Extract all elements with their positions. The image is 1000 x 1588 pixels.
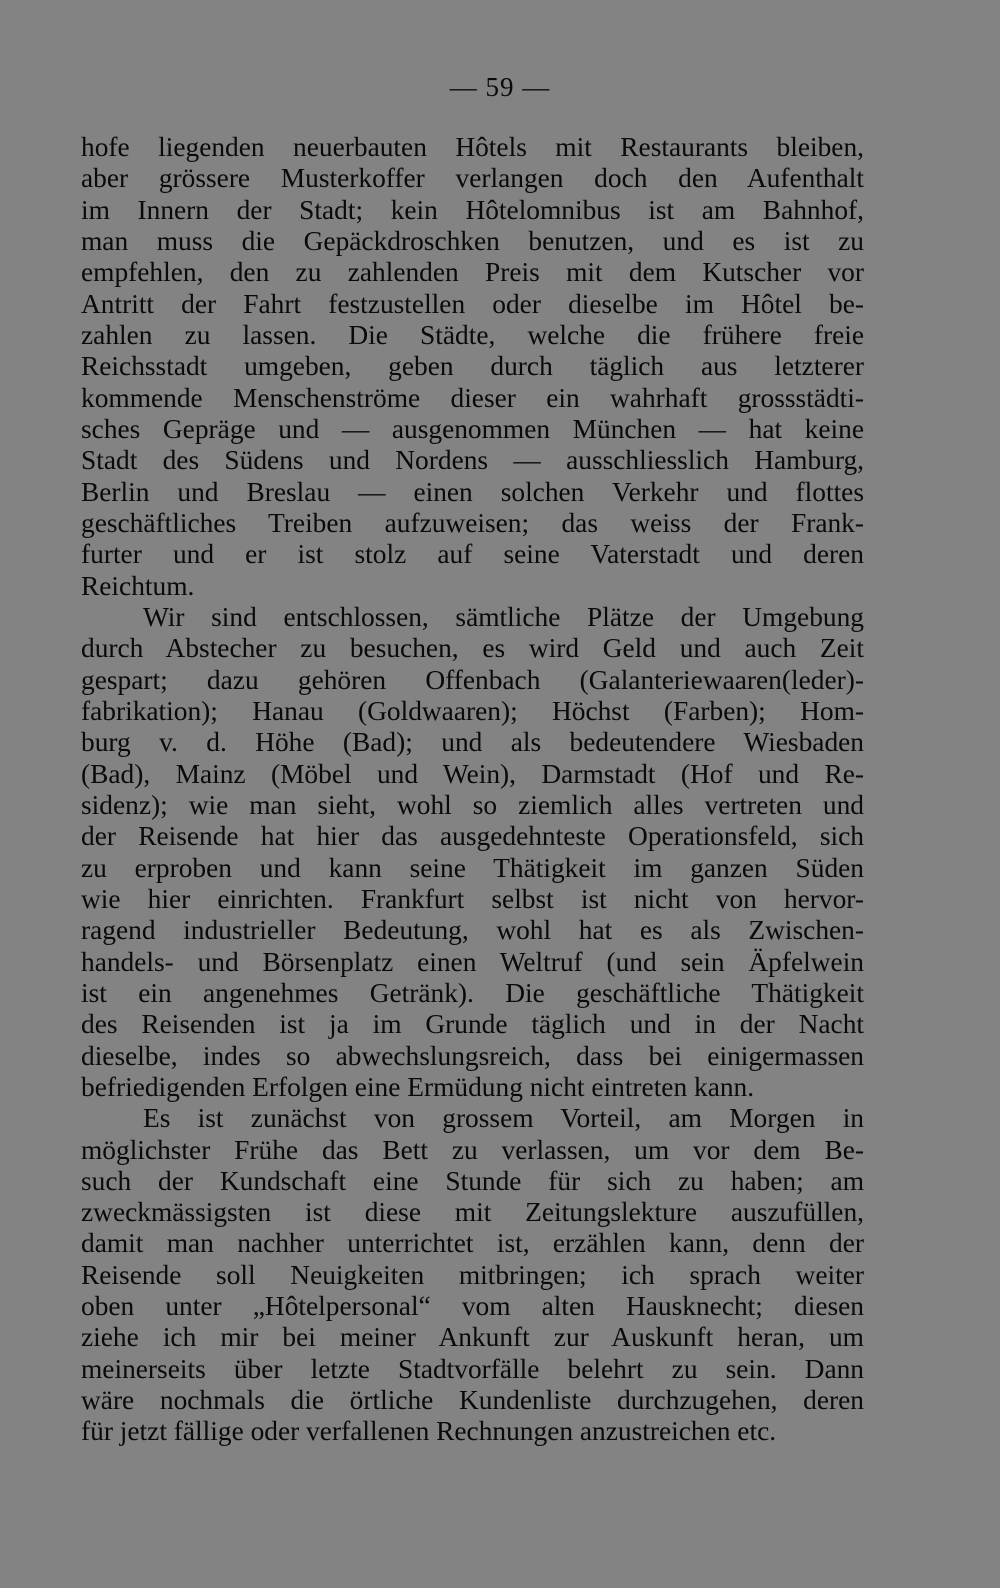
text-line: empfehlen, den zu zahlenden Preis mit dem Kutscher vor (81, 257, 864, 288)
text-line: geschäftliches Treiben aufzuweisen; das weiss der Frank- (81, 507, 864, 538)
text-line: (Bad), Mainz (Möbel und Wein), Darmstadt (Hof und Re- (81, 758, 864, 789)
text-line: gespart; dazu gehören Offenbach (Galanteriewaaren(leder)- (81, 664, 864, 695)
page-number: — 59 — (449, 72, 551, 102)
text-line: man muss die Gepäckdroschken benutzen, und es ist zu (81, 225, 864, 256)
text-line: handels- und Börsenplatz einen Weltruf (und sein Äpfelwein (81, 946, 864, 977)
text-line: sches Gepräge und — ausgenommen München — hat keine (81, 413, 864, 444)
text-line: befriedigenden Erfolgen eine Ermüdung nicht eintreten kann. (81, 1071, 755, 1102)
text-line: Es ist zunächst von grossem Vorteil, am Morgen in (143, 1103, 864, 1134)
text-line: furter und er ist stolz auf seine Vaterstadt und deren (81, 539, 864, 570)
text-line: Antritt der Fahrt festzustellen oder dieselbe im Hôtel be- (81, 288, 864, 319)
paragraph (81, 602, 864, 1103)
text-line: Reichsstadt umgeben, geben durch täglich aus letzterer (81, 351, 864, 382)
text-line: dieselbe, indes so abwechslungsreich, dass bei einigermassen (81, 1040, 864, 1071)
paragraph (81, 132, 864, 602)
text-line: für jetzt fällige oder verfallenen Rechnungen anzustreichen etc. (81, 1416, 777, 1447)
text-line: zahlen zu lassen. Die Städte, welche die frühere freie (81, 319, 864, 350)
text-line: ist ein angenehmes Getränk). Die geschäftliche Thätigkeit (81, 977, 864, 1008)
text-line: Reisende soll Neuigkeiten mitbringen; ich sprach weiter (81, 1259, 864, 1290)
body-text (81, 132, 864, 1448)
text-line: Berlin und Breslau — einen solchen Verkehr und flottes (81, 476, 864, 507)
text-line: zweckmässigsten ist diese mit Zeitungslekture auszufüllen, (81, 1197, 864, 1228)
text-line: zu erproben und kann seine Thätigkeit im ganzen Süden (81, 852, 864, 883)
text-line: Reichtum. (81, 570, 195, 601)
text-line: aber grössere Musterkoffer verlangen doch den Aufenthalt (81, 163, 864, 194)
text-line: ragend industrieller Bedeutung, wohl hat es als Zwischen- (81, 915, 864, 946)
text-line: fabrikation); Hanau (Goldwaaren); Höchst (Farben); Hom- (81, 695, 864, 726)
text-line: durch Abstecher zu besuchen, es wird Geld und auch Zeit (81, 633, 864, 664)
text-line: sidenz); wie man sieht, wohl so ziemlich alles vertreten und (81, 789, 864, 820)
text-line: wie hier einrichten. Frankfurt selbst ist nicht von hervor- (81, 883, 864, 914)
paragraph (81, 1103, 864, 1448)
text-line: damit man nachher unterrichtet ist, erzählen kann, denn der (81, 1228, 864, 1259)
text-line: such der Kundschaft eine Stunde für sich zu haben; am (81, 1165, 864, 1196)
text-line: der Reisende hat hier das ausgedehnteste Operationsfeld, sich (81, 821, 864, 852)
text-line: im Innern der Stadt; kein Hôtelomnibus ist am Bahnhof, (81, 194, 864, 225)
text-line: burg v. d. Höhe (Bad); und als bedeutendere Wiesbaden (81, 727, 864, 758)
text-line: des Reisenden ist ja im Grunde täglich und in der Nacht (81, 1009, 864, 1040)
text-line: meinerseits über letzte Stadtvorfälle belehrt zu sein. Dann (81, 1353, 864, 1384)
text-line: hofe liegenden neuerbauten Hôtels mit Restaurants bleiben, (81, 132, 864, 162)
text-line: wäre nochmals die örtliche Kundenliste durchzugehen, deren (81, 1385, 864, 1416)
text-line: ziehe ich mir bei meiner Ankunft zur Auskunft heran, um (81, 1322, 864, 1353)
text-line: möglichster Frühe das Bett zu verlassen, um vor dem Be- (81, 1134, 864, 1165)
text-line: kommende Menschenströme dieser ein wahrhaft grossstädti- (81, 382, 864, 413)
text-line: oben unter „Hôtelpersonal“ vom alten Hausknecht; diesen (81, 1291, 864, 1322)
text-line: Stadt des Südens und Nordens — ausschliesslich Hamburg, (81, 445, 864, 476)
text-line: Wir sind entschlossen, sämtliche Plätze der Umgebung (143, 601, 864, 632)
